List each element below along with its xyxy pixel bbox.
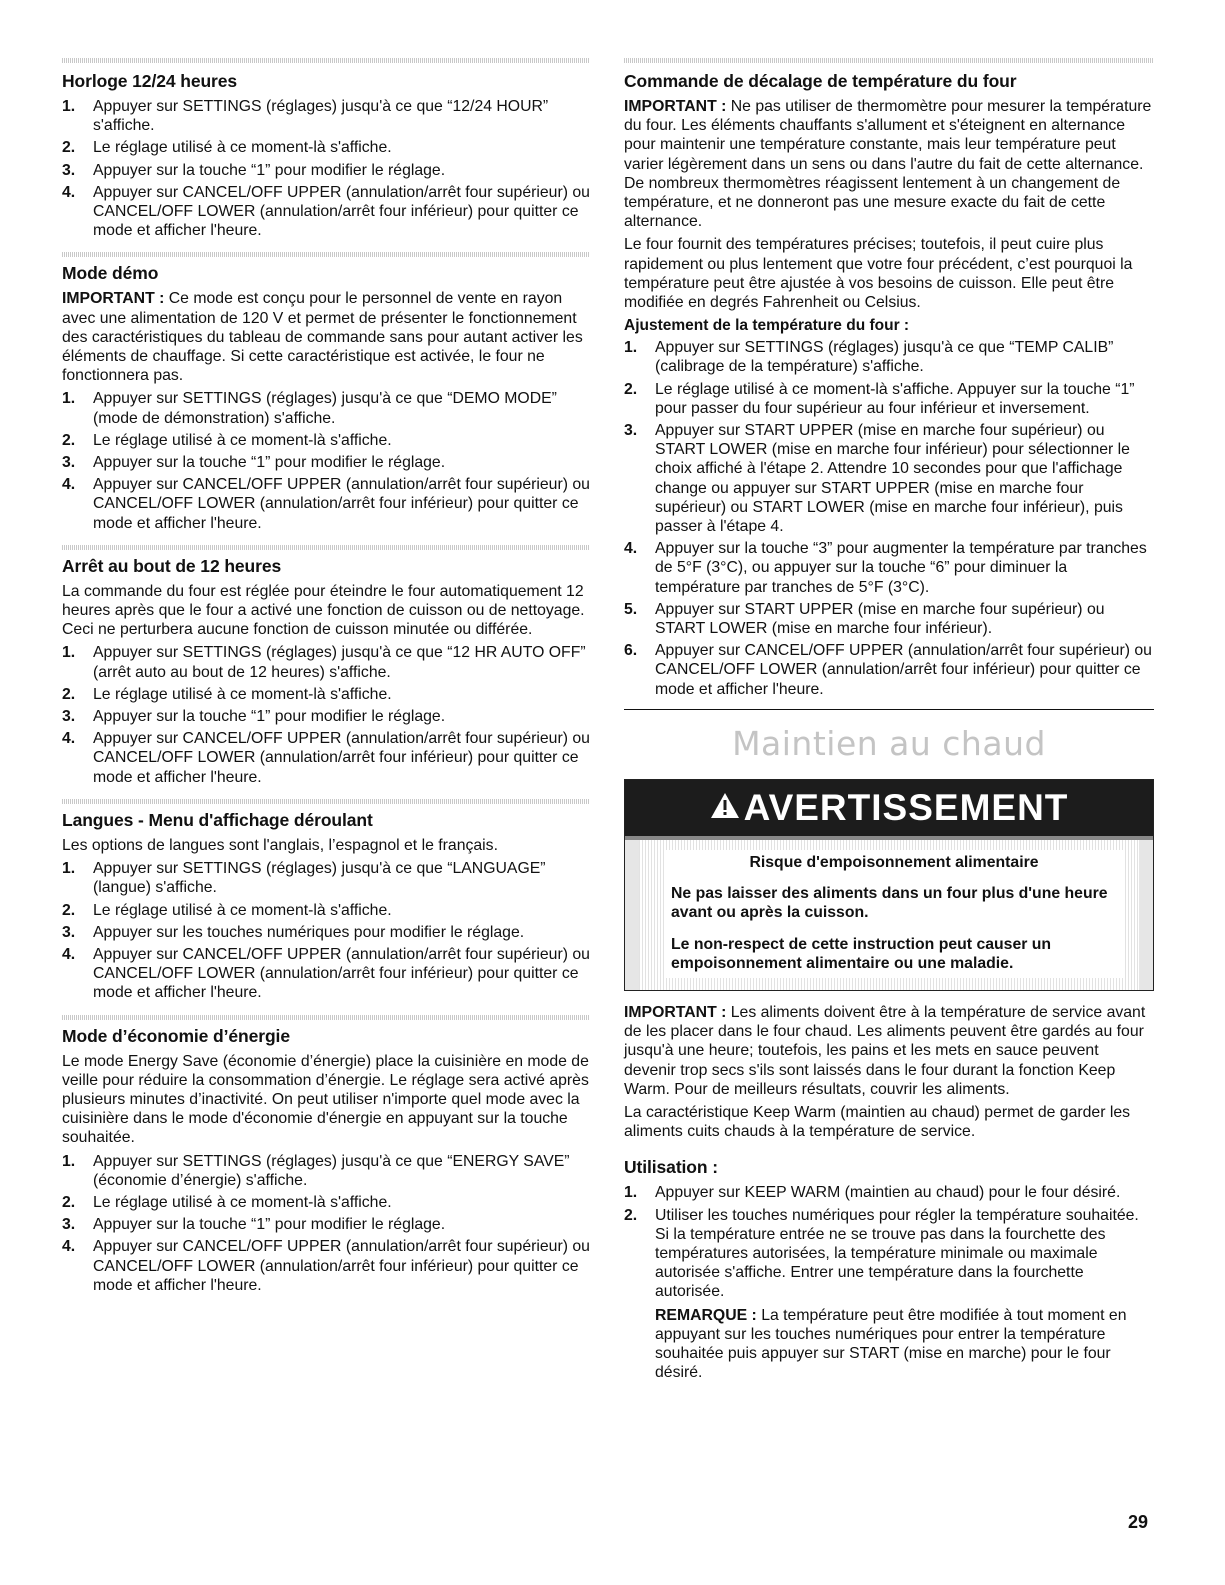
warning-triangle-icon [710,779,740,835]
step-number: 4. [62,1238,76,1256]
warning-text: Le non-respect de cette instruction peut causer un empoisonnement alimentaire ou une maladie. [671,935,1052,973]
list-item [62,161,590,180]
step-text: Appuyer sur la touche “1” pour modifier le réglage. [93,708,446,726]
list-item [624,539,1154,597]
paragraph: La caractéristique Keep Warm (maintien au chaud) permet de garder les aliments cuits chauds à la température de service. [624,1103,1131,1141]
steps-list [624,338,1154,699]
list-item [624,1206,1154,1302]
right-column [624,58,1154,1386]
step-number: 6. [624,642,638,660]
step-text: Appuyer sur SETTINGS (réglages) jusqu'à ce que “LANGUAGE” (langue) s'affiche. [93,860,546,897]
list-item [62,1237,590,1295]
step-text: Appuyer sur la touche “1” pour modifier le réglage. [93,161,446,179]
warning-box [624,779,1154,991]
list-item [62,183,590,241]
step-text: Appuyer sur SETTINGS (réglages) jusqu'à ce que “12 HR AUTO OFF” (arrêt auto au bout de 12 heures) s'affiche. [93,644,586,681]
step-number: 2. [62,901,76,919]
warning-subtitle: Risque d'empoisonnement alimentaire [749,853,1039,871]
section-title: Mode d’économie d’énergie [62,1025,290,1046]
keep-warm-title: Maintien au chaud [732,723,1046,763]
step-text: Appuyer sur la touche “1” pour modifier le réglage. [93,454,446,472]
important-label: IMPORTANT : [624,98,727,115]
warning-heading: AVERTISSEMENT [743,786,1069,828]
step-text: Appuyer sur CANCEL/OFF UPPER (annulation/arrêt four supérieur) ou CANCEL/OFF LOWER (annulation/arrêt four inférieur) pour quitter ce mode et afficher l'heure. [655,642,1152,698]
section-demo-mode [62,263,590,532]
list-item [62,945,590,1003]
left-column [62,58,590,1307]
step-text: Appuyer sur START UPPER (mise en marche four supérieur) ou START LOWER (mise en marche four inférieur). [655,600,1105,638]
subsection-title: Utilisation : [624,1157,718,1178]
section-divider [62,1015,590,1020]
step-number: 1. [624,1184,638,1202]
intro-paragraph: La commande du four est réglée pour éteindre le four automatiquement 12 heures après que le four a activé une fonction de cuisson ou de nettoyage. Ceci ne perturbera aucune fonction de cuisson minutée ou différée. [62,582,585,639]
step-number: 4. [62,730,76,748]
steps-list [62,389,590,532]
step-text: Appuyer sur les touches numériques pour modifier le réglage. [93,923,525,941]
warning-text: Ne pas laisser des aliments dans un four plus d'une heure avant ou après la cuisson. [671,884,1108,922]
intro-paragraph: Les options de langues sont l'anglais, l’espagnol et le français. [62,836,498,854]
section-divider [62,799,590,804]
step-text: Le réglage utilisé à ce moment-là s'affiche. [93,685,392,703]
list-item [624,421,1154,536]
step-number: 1. [62,98,76,115]
step-text: Le réglage utilisé à ce moment-là s'affiche. [93,139,392,157]
note-text: La température peut être modifiée à tout moment en appuyant sur les touches numériques pour entrer la température souhaitée puis appuyer sur START (mise en marche) pour le four désiré. [655,1306,1127,1382]
important-paragraph [624,1003,1154,1099]
section-divider [62,252,590,257]
section-title: Langues - Menu d'affichage déroulant [62,809,373,830]
step-number: 4. [62,476,76,494]
list-item [62,859,590,897]
section-title: Commande de décalage de température du four [624,71,1017,91]
steps-list [62,859,590,1002]
step-text: Appuyer sur CANCEL/OFF UPPER (annulation/arrêt four supérieur) ou CANCEL/OFF LOWER (annulation/arrêt four inférieur) pour quitter ce mode et afficher l'heure. [93,945,590,1002]
section-temp-offset [624,71,1154,699]
section-clock [62,71,590,240]
step-number: 3. [62,161,76,179]
note-paragraph [624,1306,1154,1383]
section-title: Mode démo [62,263,159,284]
step-text: Appuyer sur CANCEL/OFF UPPER (annulation/arrêt four supérieur) ou CANCEL/OFF LOWER (annulation/arrêt four inférieur) pour quitter ce mode et afficher l'heure. [93,1238,590,1294]
section-divider [624,58,1154,63]
paragraph: Le four fournit des températures précises; toutefois, il peut cuire plus rapidement ou plus lentement que votre four précédent, c’est pourquoi la température peut être ajustée à vos besoins de cuisson. Elle peut être modifiée en degrés Fahrenheit ou Celsius. [624,236,1133,312]
warning-header [625,780,1153,840]
section-languages [62,810,590,1003]
important-paragraph [62,289,590,385]
list-item [62,138,590,157]
warning-body [625,840,1153,990]
step-number: 4. [62,945,76,963]
step-text: Le réglage utilisé à ce moment-là s'affiche. Appuyer sur la touche “1” pour passer du four supérieur au four inférieur et inversement. [655,380,1135,417]
section-title: Horloge 12/24 heures [62,71,238,91]
list-item [62,431,590,450]
list-item [624,338,1154,376]
step-number: 2. [624,1206,638,1224]
steps-list [62,643,590,786]
step-number: 3. [62,454,76,472]
step-text: Le réglage utilisé à ce moment-là s'affiche. [93,901,392,919]
step-text: Le réglage utilisé à ce moment-là s'affiche. [93,1193,392,1211]
step-number: 2. [62,1193,76,1211]
important-label: IMPORTANT : [624,1003,727,1021]
step-number: 1. [624,339,638,357]
steps-list [62,97,590,240]
step-number: 1. [62,1152,76,1170]
step-number: 4. [62,183,76,201]
list-item [624,600,1154,638]
list-item [624,1183,1154,1202]
important-text: Les aliments doivent être à la température de service avant de les placer dans le four chaud. Les aliments peuvent être gardés au four jusqu'à une heure; toutefois, les pains et les mets en sauce peuvent devenir trop secs s'ils sont laissés dans le four durant la fonction Keep Warm. Pour de meilleurs résultats, couvrir les aliments. [624,1003,1146,1098]
step-text: Appuyer sur SETTINGS (réglages) jusqu'à ce que “DEMO MODE” (mode de démonstration) s'affiche. [93,390,557,427]
list-item [62,1193,590,1212]
step-number: 3. [624,422,638,440]
steps-list [624,1183,1154,1301]
section-divider [62,58,590,63]
subsection-title: Ajustement de la température du four : [624,317,910,335]
step-number: 5. [624,600,638,618]
step-number: 2. [62,139,76,157]
step-text: Appuyer sur CANCEL/OFF UPPER (annulation/arrêt four supérieur) ou CANCEL/OFF LOWER (annulation/arrêt four inférieur) pour quitter ce mode et afficher l'heure. [93,183,590,240]
list-item [62,901,590,920]
warning-inner [665,850,1123,978]
step-text: Appuyer sur START UPPER (mise en marche four supérieur) ou START LOWER (mise en marche four inférieur) pour sélectionner le choix affiché à l'étape 2. Attendre 10 secondes pour que l'affichage change ou appuyer sur START UPPER (mise en marche four supérieur) ou START LOWER (mise en marche four inférieur), puis passer à l'étape 4. [655,422,1130,536]
important-label: IMPORTANT : [62,290,165,308]
list-item [62,923,590,942]
list-item [62,643,590,681]
intro-paragraph: Le mode Energy Save (économie d’énergie) place la cuisinière en mode de veille pour réduire la consommation d’énergie. Le réglage sera activé après plusieurs minutes d’inactivité. On peut utiliser n'importe quel mode avec la cuisinière dans le mode d'économie d'énergie en appuyant sur la touche souhaitée. [62,1052,589,1147]
list-item [62,1152,590,1190]
step-text: Le réglage utilisé à ce moment-là s'affiche. [93,431,392,449]
section-keep-warm [624,1003,1154,1382]
step-text: Utiliser les touches numériques pour régler la température souhaitée. Si la température entrée ne se trouve pas dans la fourchette des températures autorisées, la température minimale ou maximale autorisée s'affiche. Entrer une température dans la fourchette autorisée. [655,1206,1139,1301]
step-number: 1. [62,390,76,408]
section-energy-save [62,1026,590,1295]
important-text: Ne pas utiliser de thermomètre pour mesurer la température du four. Les éléments chauffants s'allument et s'éteignent en alternance pour maintenir une température constante, mais leur température peut varier légèrement dans un sens ou dans l'autre du fait de cette alternance. De nombreux thermomètres réagissent lentement à un changement de température, et ne donneront pas une mesure exacte du fait de cette alternance. [624,98,1152,231]
step-text: Appuyer sur la touche “1” pour modifier le réglage. [93,1216,446,1234]
step-text: Appuyer sur SETTINGS (réglages) jusqu'à ce que “TEMP CALIB” (calibrage de la température) s'affiche. [655,339,1114,376]
list-item [62,97,590,135]
section-rule [624,709,1154,710]
step-text: Appuyer sur SETTINGS (réglages) jusqu'à ce que “ENERGY SAVE” (économie d’énergie) s'affiche. [93,1152,570,1189]
step-number: 3. [62,923,76,941]
note-label: REMARQUE : [655,1306,757,1324]
list-item [624,380,1154,418]
list-item [62,475,590,533]
step-text: Appuyer sur SETTINGS (réglages) jusqu'à ce que “12/24 HOUR” s'affiche. [93,98,549,135]
list-item [62,707,590,726]
step-number: 2. [62,431,76,449]
step-number: 1. [62,860,76,878]
list-item [62,1215,590,1234]
step-number: 3. [62,708,76,726]
step-text: Appuyer sur KEEP WARM (maintien au chaud) pour le four désiré. [655,1184,1121,1202]
list-item [624,641,1154,699]
important-paragraph [624,97,1154,231]
important-text: Ce mode est conçu pour le personnel de vente en rayon avec une alimentation de 120 V et permet de présenter le fonctionnement des caractéristiques du tableau de commande sans pour autant activer les éléments de chauffage. Si cette caractéristique est activée, le four ne fonctionnera pas. [62,290,583,385]
step-number: 3. [62,1216,76,1234]
list-item [62,389,590,427]
page-number: 29 [1128,1512,1149,1532]
step-number: 2. [62,685,76,703]
step-number: 1. [62,644,76,662]
list-item [62,685,590,704]
section-divider [62,545,590,550]
section-auto-off [62,556,590,787]
section-title: Arrêt au bout de 12 heures [62,555,282,576]
list-item [62,729,590,787]
steps-list [62,1152,590,1295]
step-text: Appuyer sur la touche “3” pour augmenter la température par tranches de 5°F (3°C), ou appuyer sur la touche “6” pour diminuer la température par tranches de 5°F (3°C). [655,540,1147,596]
step-number: 2. [624,380,638,398]
step-text: Appuyer sur CANCEL/OFF UPPER (annulation/arrêt four supérieur) ou CANCEL/OFF LOWER (annulation/arrêt four inférieur) pour quitter ce mode et afficher l'heure. [93,730,590,786]
list-item [62,453,590,472]
step-text: Appuyer sur CANCEL/OFF UPPER (annulation/arrêt four supérieur) ou CANCEL/OFF LOWER (annulation/arrêt four inférieur) pour quitter ce mode et afficher l'heure. [93,476,590,532]
step-number: 4. [624,540,638,558]
